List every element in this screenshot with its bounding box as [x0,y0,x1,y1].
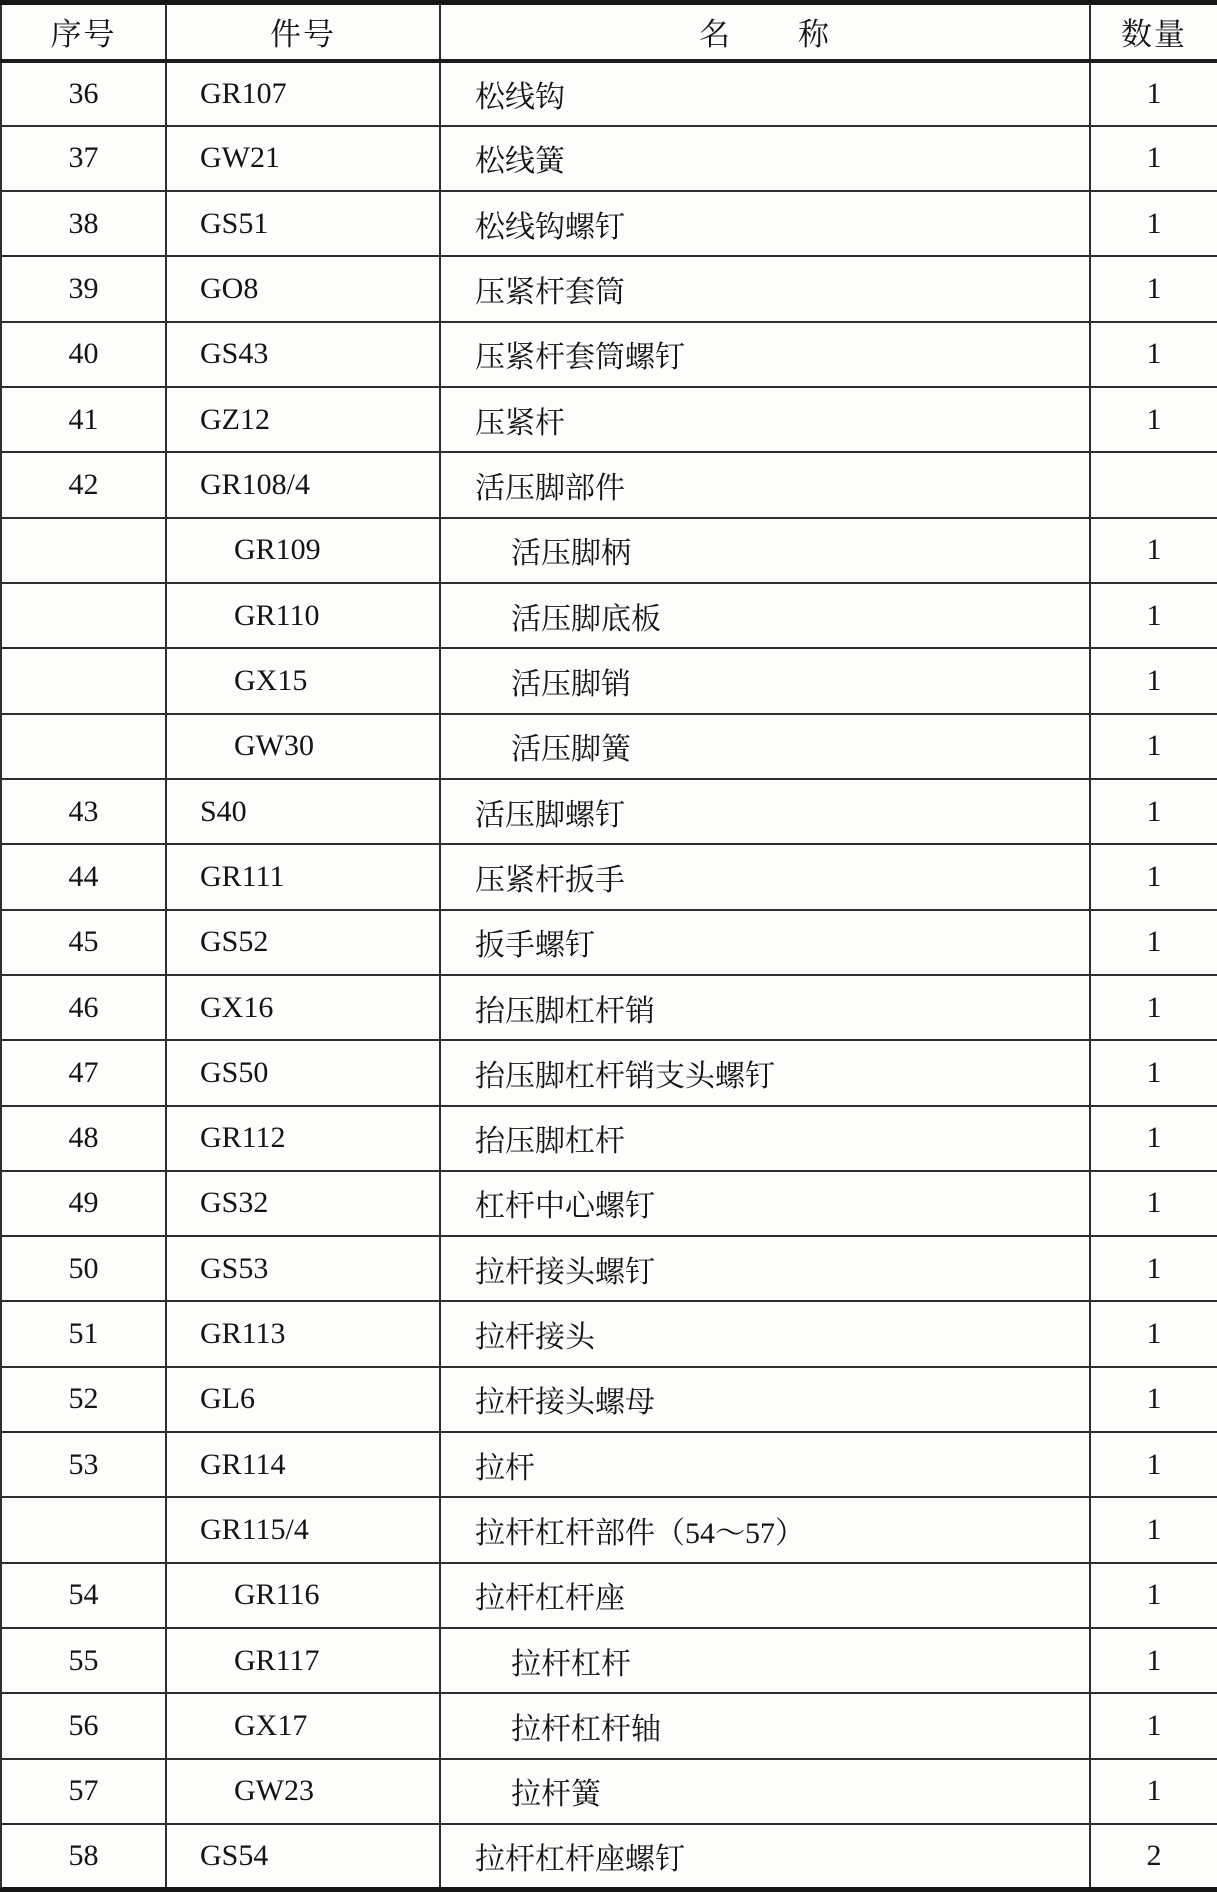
cell-quantity: 1 [1090,779,1217,844]
cell-index: 58 [1,1824,166,1890]
cell-index [1,714,166,779]
cell-quantity: 1 [1090,61,1217,126]
cell-part-number: GS52 [166,910,440,975]
cell-index: 52 [1,1367,166,1432]
cell-quantity: 1 [1090,1236,1217,1301]
cell-name: 活压脚螺钉 [440,779,1090,844]
cell-part-number: GR107 [166,61,440,126]
table-row [1,1171,1217,1236]
col-header-part-number: 件号 [166,3,440,61]
table-row [1,518,1217,583]
col-header-index: 序号 [1,3,166,61]
table-row [1,322,1217,387]
cell-part-number: GW23 [166,1759,440,1824]
table-body [1,61,1217,1890]
cell-quantity: 1 [1090,1171,1217,1236]
cell-name: 松线钩螺钉 [440,191,1090,256]
cell-part-number: GR116 [166,1563,440,1628]
cell-name: 拉杆接头 [440,1301,1090,1366]
cell-index: 54 [1,1563,166,1628]
cell-name: 松线钩 [440,61,1090,126]
cell-index: 49 [1,1171,166,1236]
cell-quantity: 1 [1090,191,1217,256]
cell-quantity: 1 [1090,518,1217,583]
header-row [1,3,1217,61]
cell-quantity: 1 [1090,648,1217,713]
table-row [1,1824,1217,1890]
cell-index: 46 [1,975,166,1040]
cell-quantity: 1 [1090,322,1217,387]
cell-part-number: GS43 [166,322,440,387]
cell-name: 拉杆杠杆部件（54～57） [440,1497,1090,1562]
cell-part-number: GR108/4 [166,452,440,517]
table-row [1,583,1217,648]
cell-index: 57 [1,1759,166,1824]
cell-index: 43 [1,779,166,844]
table-header [1,3,1217,61]
cell-part-number: GL6 [166,1367,440,1432]
table-row [1,910,1217,975]
cell-index: 47 [1,1040,166,1105]
cell-part-number: GR114 [166,1432,440,1497]
cell-part-number: GZ12 [166,387,440,452]
col-header-name: 名 称 [440,3,1090,61]
cell-index: 55 [1,1628,166,1693]
cell-quantity: 1 [1090,844,1217,909]
cell-quantity [1090,452,1217,517]
cell-quantity: 1 [1090,1432,1217,1497]
cell-quantity: 1 [1090,256,1217,321]
cell-quantity: 1 [1090,1301,1217,1366]
table-row [1,1759,1217,1824]
cell-index: 44 [1,844,166,909]
table-row [1,1628,1217,1693]
table-row [1,1432,1217,1497]
cell-quantity: 1 [1090,1563,1217,1628]
cell-part-number: S40 [166,779,440,844]
cell-part-number: GX15 [166,648,440,713]
cell-quantity: 1 [1090,1497,1217,1562]
cell-name: 抬压脚杠杆 [440,1106,1090,1171]
cell-name: 拉杆杠杆座 [440,1563,1090,1628]
cell-part-number: GR112 [166,1106,440,1171]
cell-name: 拉杆杠杆 [440,1628,1090,1693]
cell-part-number: GR110 [166,583,440,648]
cell-index: 45 [1,910,166,975]
cell-index: 38 [1,191,166,256]
cell-name: 拉杆 [440,1432,1090,1497]
col-header-quantity: 数量 [1090,3,1217,61]
table-row [1,1367,1217,1432]
cell-index: 50 [1,1236,166,1301]
cell-part-number: GS54 [166,1824,440,1890]
table-row [1,1040,1217,1105]
cell-quantity: 1 [1090,126,1217,191]
cell-index: 42 [1,452,166,517]
cell-index [1,648,166,713]
cell-name: 杠杆中心螺钉 [440,1171,1090,1236]
cell-index: 53 [1,1432,166,1497]
table-row [1,1563,1217,1628]
cell-quantity: 1 [1090,1106,1217,1171]
table-row [1,126,1217,191]
cell-quantity: 1 [1090,714,1217,779]
cell-index: 36 [1,61,166,126]
table-row [1,1236,1217,1301]
cell-quantity: 1 [1090,1693,1217,1758]
cell-index [1,1497,166,1562]
cell-part-number: GX16 [166,975,440,1040]
cell-part-number: GR109 [166,518,440,583]
table-row [1,779,1217,844]
table-row [1,714,1217,779]
cell-index [1,583,166,648]
table-row [1,452,1217,517]
cell-part-number: GW30 [166,714,440,779]
cell-quantity: 1 [1090,583,1217,648]
cell-name: 活压脚簧 [440,714,1090,779]
cell-index: 39 [1,256,166,321]
cell-part-number: GS51 [166,191,440,256]
table-row [1,387,1217,452]
cell-name: 拉杆接头螺钉 [440,1236,1090,1301]
cell-quantity: 1 [1090,387,1217,452]
cell-index: 37 [1,126,166,191]
cell-part-number: GS53 [166,1236,440,1301]
cell-quantity: 1 [1090,1759,1217,1824]
cell-index: 41 [1,387,166,452]
cell-part-number: GS32 [166,1171,440,1236]
cell-name: 拉杆接头螺母 [440,1367,1090,1432]
table-row [1,975,1217,1040]
cell-part-number: GR113 [166,1301,440,1366]
cell-name: 压紧杆套筒 [440,256,1090,321]
table-row [1,648,1217,713]
cell-index [1,518,166,583]
cell-part-number: GO8 [166,256,440,321]
cell-name: 拉杆杠杆轴 [440,1693,1090,1758]
cell-name: 压紧杆套筒螺钉 [440,322,1090,387]
cell-part-number: GR111 [166,844,440,909]
cell-quantity: 2 [1090,1824,1217,1890]
cell-index: 48 [1,1106,166,1171]
cell-quantity: 1 [1090,910,1217,975]
table-row [1,61,1217,126]
cell-part-number: GX17 [166,1693,440,1758]
table-row [1,1497,1217,1562]
cell-name: 活压脚销 [440,648,1090,713]
table-row [1,844,1217,909]
table-row [1,1693,1217,1758]
table-row [1,191,1217,256]
cell-name: 拉杆杠杆座螺钉 [440,1824,1090,1890]
cell-name: 压紧杆 [440,387,1090,452]
cell-quantity: 1 [1090,1367,1217,1432]
cell-part-number: GW21 [166,126,440,191]
cell-name: 拉杆簧 [440,1759,1090,1824]
cell-name: 松线簧 [440,126,1090,191]
table-row [1,1301,1217,1366]
cell-name: 扳手螺钉 [440,910,1090,975]
cell-index: 51 [1,1301,166,1366]
cell-quantity: 1 [1090,1040,1217,1105]
cell-part-number: GR115/4 [166,1497,440,1562]
cell-quantity: 1 [1090,1628,1217,1693]
cell-index: 40 [1,322,166,387]
cell-name: 活压脚柄 [440,518,1090,583]
cell-part-number: GS50 [166,1040,440,1105]
table-row [1,1106,1217,1171]
cell-name: 压紧杆扳手 [440,844,1090,909]
cell-name: 活压脚部件 [440,452,1090,517]
cell-quantity: 1 [1090,975,1217,1040]
cell-name: 抬压脚杠杆销支头螺钉 [440,1040,1090,1105]
cell-part-number: GR117 [166,1628,440,1693]
cell-name: 活压脚底板 [440,583,1090,648]
cell-index: 56 [1,1693,166,1758]
table-row [1,256,1217,321]
cell-name: 抬压脚杠杆销 [440,975,1090,1040]
